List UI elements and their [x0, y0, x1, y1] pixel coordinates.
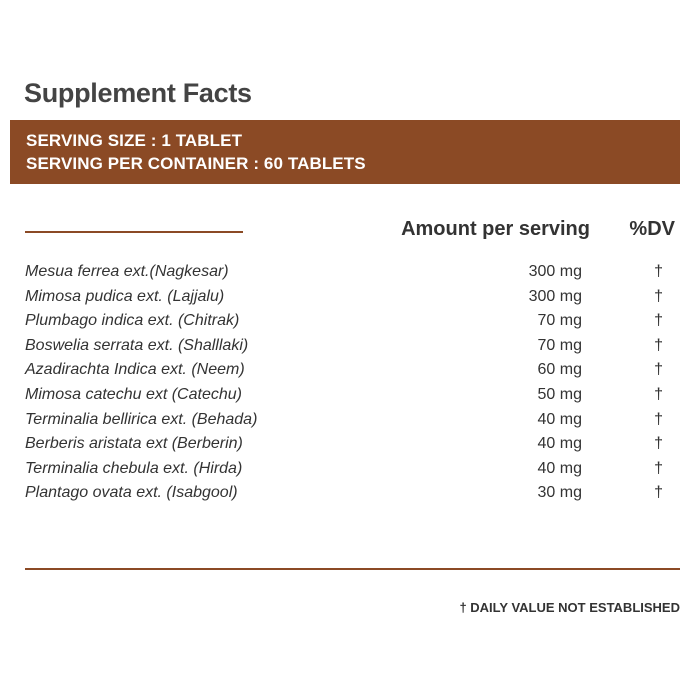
ingredient-amount: 30 mg: [537, 484, 582, 502]
ingredient-name: Plumbago indica ext. (Chitrak): [25, 312, 240, 330]
ingredient-row: [0, 334, 690, 359]
ingredient-dv: †: [654, 287, 663, 305]
ingredient-amount: 300 mg: [528, 287, 582, 305]
ingredient-amount: 40 mg: [537, 435, 582, 453]
page-title: Supplement Facts: [24, 78, 252, 108]
ingredient-amount: 300 mg: [528, 263, 582, 280]
ingredient-row: [0, 432, 690, 457]
ingredient-name: Boswelia serrata ext. (Shalllaki): [25, 336, 249, 354]
ingredient-amount: 70 mg: [537, 336, 582, 354]
ingredient-dv: †: [654, 361, 663, 379]
ingredient-amount: 50 mg: [537, 385, 582, 403]
ingredient-name: Berberis aristata ext (Berberin): [25, 435, 243, 453]
serving-size: SERVING SIZE : 1 TABLET: [26, 131, 243, 150]
ingredient-row: [0, 481, 690, 506]
ingredient-list: [0, 260, 690, 506]
ingredient-name: Azadirachta Indica ext. (Neem): [25, 361, 245, 379]
ingredient-name: Mesua ferrea ext.(Nagkesar): [25, 263, 229, 280]
ingredient-dv: †: [654, 484, 663, 502]
ingredient-row: [0, 408, 690, 433]
ingredient-amount: 40 mg: [537, 459, 582, 477]
ingredient-amount: 70 mg: [537, 312, 582, 330]
ingredient-amount: 40 mg: [537, 410, 582, 428]
footnote: † DAILY VALUE NOT ESTABLISHED: [459, 600, 680, 615]
ingredient-row: [0, 383, 690, 408]
ingredient-name: Terminalia chebula ext. (Hirda): [25, 459, 243, 477]
ingredient-row: [0, 358, 690, 383]
ingredient-dv: †: [654, 263, 663, 280]
amount-column-header: Amount per serving: [401, 218, 590, 240]
serving-banner: [10, 120, 680, 184]
ingredient-row: [0, 457, 690, 482]
ingredient-row: [0, 285, 690, 310]
ingredient-dv: †: [654, 336, 663, 354]
bottom-divider: [25, 568, 680, 570]
serving-per-container: SERVING PER CONTAINER : 60 TABLETS: [26, 154, 366, 173]
ingredient-name: Terminalia bellirica ext. (Behada): [25, 410, 258, 428]
ingredient-name: Plantago ovata ext. (Isabgool): [25, 484, 238, 502]
dv-column-header: %DV: [629, 218, 675, 240]
ingredient-name: Mimosa catechu ext (Catechu): [25, 385, 242, 403]
header-divider: [25, 231, 243, 233]
ingredient-name: Mimosa pudica ext. (Lajjalu): [25, 287, 225, 305]
ingredient-dv: †: [654, 385, 663, 403]
ingredient-dv: †: [654, 435, 663, 453]
ingredient-dv: †: [654, 312, 663, 330]
ingredient-row: [0, 309, 690, 334]
ingredient-dv: †: [654, 459, 663, 477]
ingredient-dv: †: [654, 410, 663, 428]
ingredient-row: [0, 260, 690, 285]
ingredient-amount: 60 mg: [537, 361, 582, 379]
